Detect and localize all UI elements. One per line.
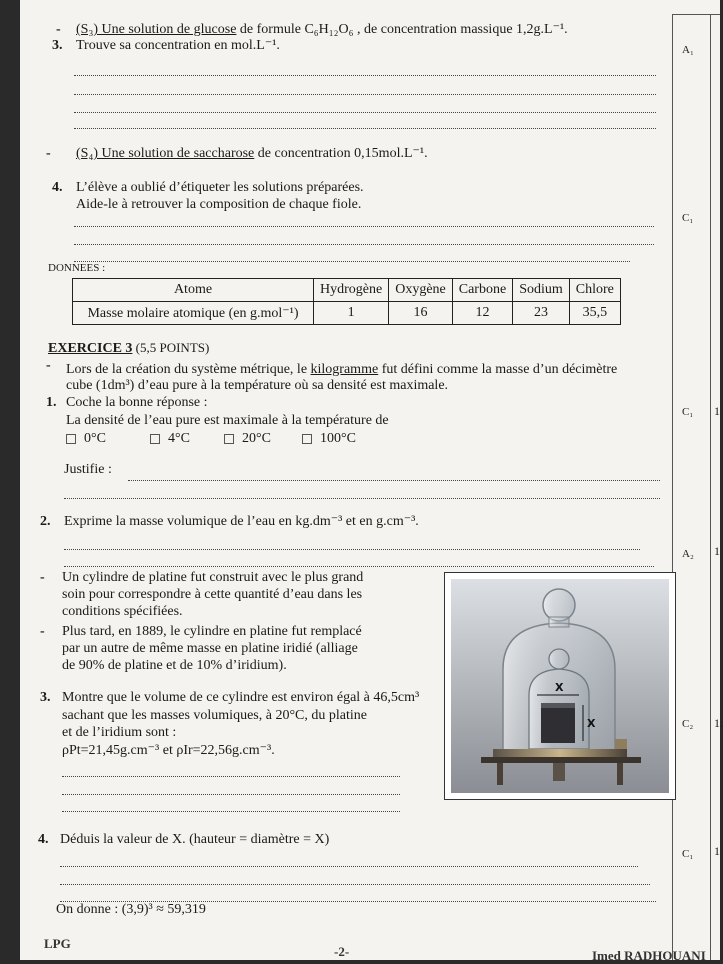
- intro-text: cube (1dm³) d’eau pure à la température où sa densité est maximale.: [66, 378, 449, 393]
- exercise-title: EXERCICE 3: [48, 341, 133, 356]
- q2-text: Exprime la masse volumique de l’eau en kg.dm⁻³ et en g.cm⁻³.: [64, 514, 419, 529]
- answer-line: [74, 94, 656, 95]
- checkbox[interactable]: [302, 434, 312, 444]
- intro-text: fut défini comme la masse d’un décimètre: [378, 362, 618, 377]
- bullet-dash: -: [56, 22, 61, 37]
- option-label: 20°C: [242, 431, 271, 446]
- footer-author: Imed RADHOUANI: [592, 948, 706, 963]
- table-cell: 23: [513, 302, 570, 325]
- q3-text: Trouve sa concentration en mol.L⁻¹.: [76, 38, 280, 53]
- s4-text: de concentration 0,15mol.L⁻¹.: [254, 146, 428, 161]
- kilogram-prototype-photo: [444, 572, 676, 800]
- page-number: -2-: [334, 944, 350, 959]
- table-cell: Carbone: [452, 279, 512, 302]
- dimension-label-horizontal: X: [555, 681, 564, 694]
- paragraph-line: soin pour correspondre à cette quantité d’eau dans les: [62, 587, 363, 602]
- bullet-dash: -: [46, 146, 51, 161]
- margin-score: 1: [714, 544, 720, 558]
- s4-label: (S₄) Une solution de saccharose: [76, 146, 255, 161]
- question-number: 4.: [38, 832, 49, 847]
- table-cell: Hydrogène: [314, 279, 389, 302]
- answer-line: [64, 498, 660, 499]
- question-number: 4.: [52, 180, 63, 195]
- table-cell: Oxygène: [389, 279, 453, 302]
- exercise-points: (5,5 POINTS): [132, 340, 210, 355]
- answer-line: [128, 480, 660, 481]
- margin-mark: C₁: [682, 848, 694, 860]
- table-cell: Atome: [73, 279, 314, 302]
- footer-left: LPG: [44, 936, 71, 951]
- margin-column-top: [672, 14, 720, 15]
- s3-label: (S₃) Une solution de glucose: [76, 22, 237, 37]
- option-label: 100°C: [320, 431, 356, 446]
- table-cell: Sodium: [513, 279, 570, 302]
- justify-label: Justifie :: [64, 462, 112, 477]
- table-header-row: [73, 279, 621, 302]
- bullet-dash: -: [40, 624, 45, 639]
- intro-keyword: kilogramme: [310, 362, 379, 377]
- margin-mark: C₂: [682, 718, 694, 730]
- answer-line: [74, 226, 654, 227]
- q4-line: L’élève a oublié d’étiqueter les solutions préparées.: [76, 180, 364, 195]
- answer-line: [74, 244, 654, 245]
- answer-line: [74, 261, 630, 262]
- option-label: 0°C: [84, 431, 106, 446]
- q3-line: sachant que les masses volumiques, à 20°C, du platine: [62, 708, 367, 723]
- paragraph-line: Un cylindre de platine fut construit avec le plus grand: [62, 570, 364, 585]
- answer-line: [60, 866, 638, 867]
- q3-line: et de l’iridium sont :: [62, 725, 177, 740]
- donnees-label: DONNEES :: [48, 262, 106, 274]
- q4-text: Déduis la valeur de X. (hauteur = diamètre = X): [60, 832, 330, 847]
- table-cell: 35,5: [569, 302, 620, 325]
- option-4c[interactable]: [150, 431, 190, 447]
- option-label: 4°C: [168, 431, 190, 446]
- intro-text: Lors de la création du système métrique, le: [66, 362, 311, 377]
- answer-line: [62, 776, 400, 777]
- q3-line: ρPt=21,45g.cm⁻³ et ρIr=22,56g.cm⁻³.: [62, 743, 275, 758]
- margin-score: 1: [714, 844, 720, 858]
- option-0c[interactable]: [66, 431, 106, 447]
- s3-text: de formule C₆H₁₂O₆ , de concentration massique 1,2g.L⁻¹.: [236, 22, 568, 37]
- option-20c[interactable]: [224, 431, 271, 447]
- margin-column-border: [672, 14, 673, 960]
- q1-title: Coche la bonne réponse :: [66, 395, 208, 410]
- table-cell: 16: [389, 302, 453, 325]
- paragraph-line: par un autre de même masse en platine iridié (alliage: [62, 641, 358, 656]
- question-number: 3.: [40, 690, 51, 705]
- bullet-dash: -: [46, 358, 51, 373]
- answer-line: [62, 811, 400, 812]
- answer-line: [74, 112, 656, 113]
- bullet-dash: -: [40, 570, 45, 585]
- table-cell: Masse molaire atomique (en g.mol⁻¹): [73, 302, 314, 325]
- answer-line: [62, 794, 400, 795]
- answer-line: [74, 128, 656, 129]
- margin-mark: C₁: [682, 212, 694, 224]
- answer-line: [64, 566, 654, 567]
- table-row: [73, 302, 621, 325]
- paragraph-line: Plus tard, en 1889, le cylindre en platine fut remplacé: [62, 624, 362, 639]
- table-cell: 1: [314, 302, 389, 325]
- option-100c[interactable]: [302, 431, 356, 447]
- margin-mark: C₁: [682, 406, 694, 418]
- answer-line: [60, 884, 650, 885]
- table-cell: Chlore: [569, 279, 620, 302]
- checkbox[interactable]: [224, 434, 234, 444]
- q4-line: Aide-le à retrouver la composition de chaque fiole.: [76, 197, 362, 212]
- bell-jar-illustration: [445, 573, 675, 799]
- molar-mass-table: [72, 278, 621, 325]
- dimension-label-vertical: X: [587, 717, 596, 730]
- exam-page: [20, 0, 723, 963]
- question-number: 2.: [40, 514, 51, 529]
- margin-mark: A₂: [682, 548, 694, 560]
- paragraph-line: de 90% de platine et de 10% d’iridium).: [62, 658, 287, 673]
- question-number: 3.: [52, 38, 63, 53]
- margin-mark: A₁: [682, 44, 694, 56]
- answer-line: [74, 75, 656, 76]
- checkbox[interactable]: [150, 434, 160, 444]
- q1-text: La densité de l’eau pure est maximale à la température de: [66, 413, 389, 428]
- margin-score: 1: [714, 404, 720, 418]
- table-cell: 12: [452, 302, 512, 325]
- paragraph-line: conditions spécifiées.: [62, 604, 183, 619]
- given-value: On donne : (3,9)³ ≈ 59,319: [56, 902, 206, 917]
- question-number: 1.: [46, 395, 57, 410]
- answer-line: [64, 549, 640, 550]
- checkbox[interactable]: [66, 434, 76, 444]
- margin-column-border: [710, 14, 711, 960]
- q3-line: Montre que le volume de ce cylindre est environ égal à 46,5cm³: [62, 690, 420, 705]
- margin-score: 1.: [714, 716, 723, 730]
